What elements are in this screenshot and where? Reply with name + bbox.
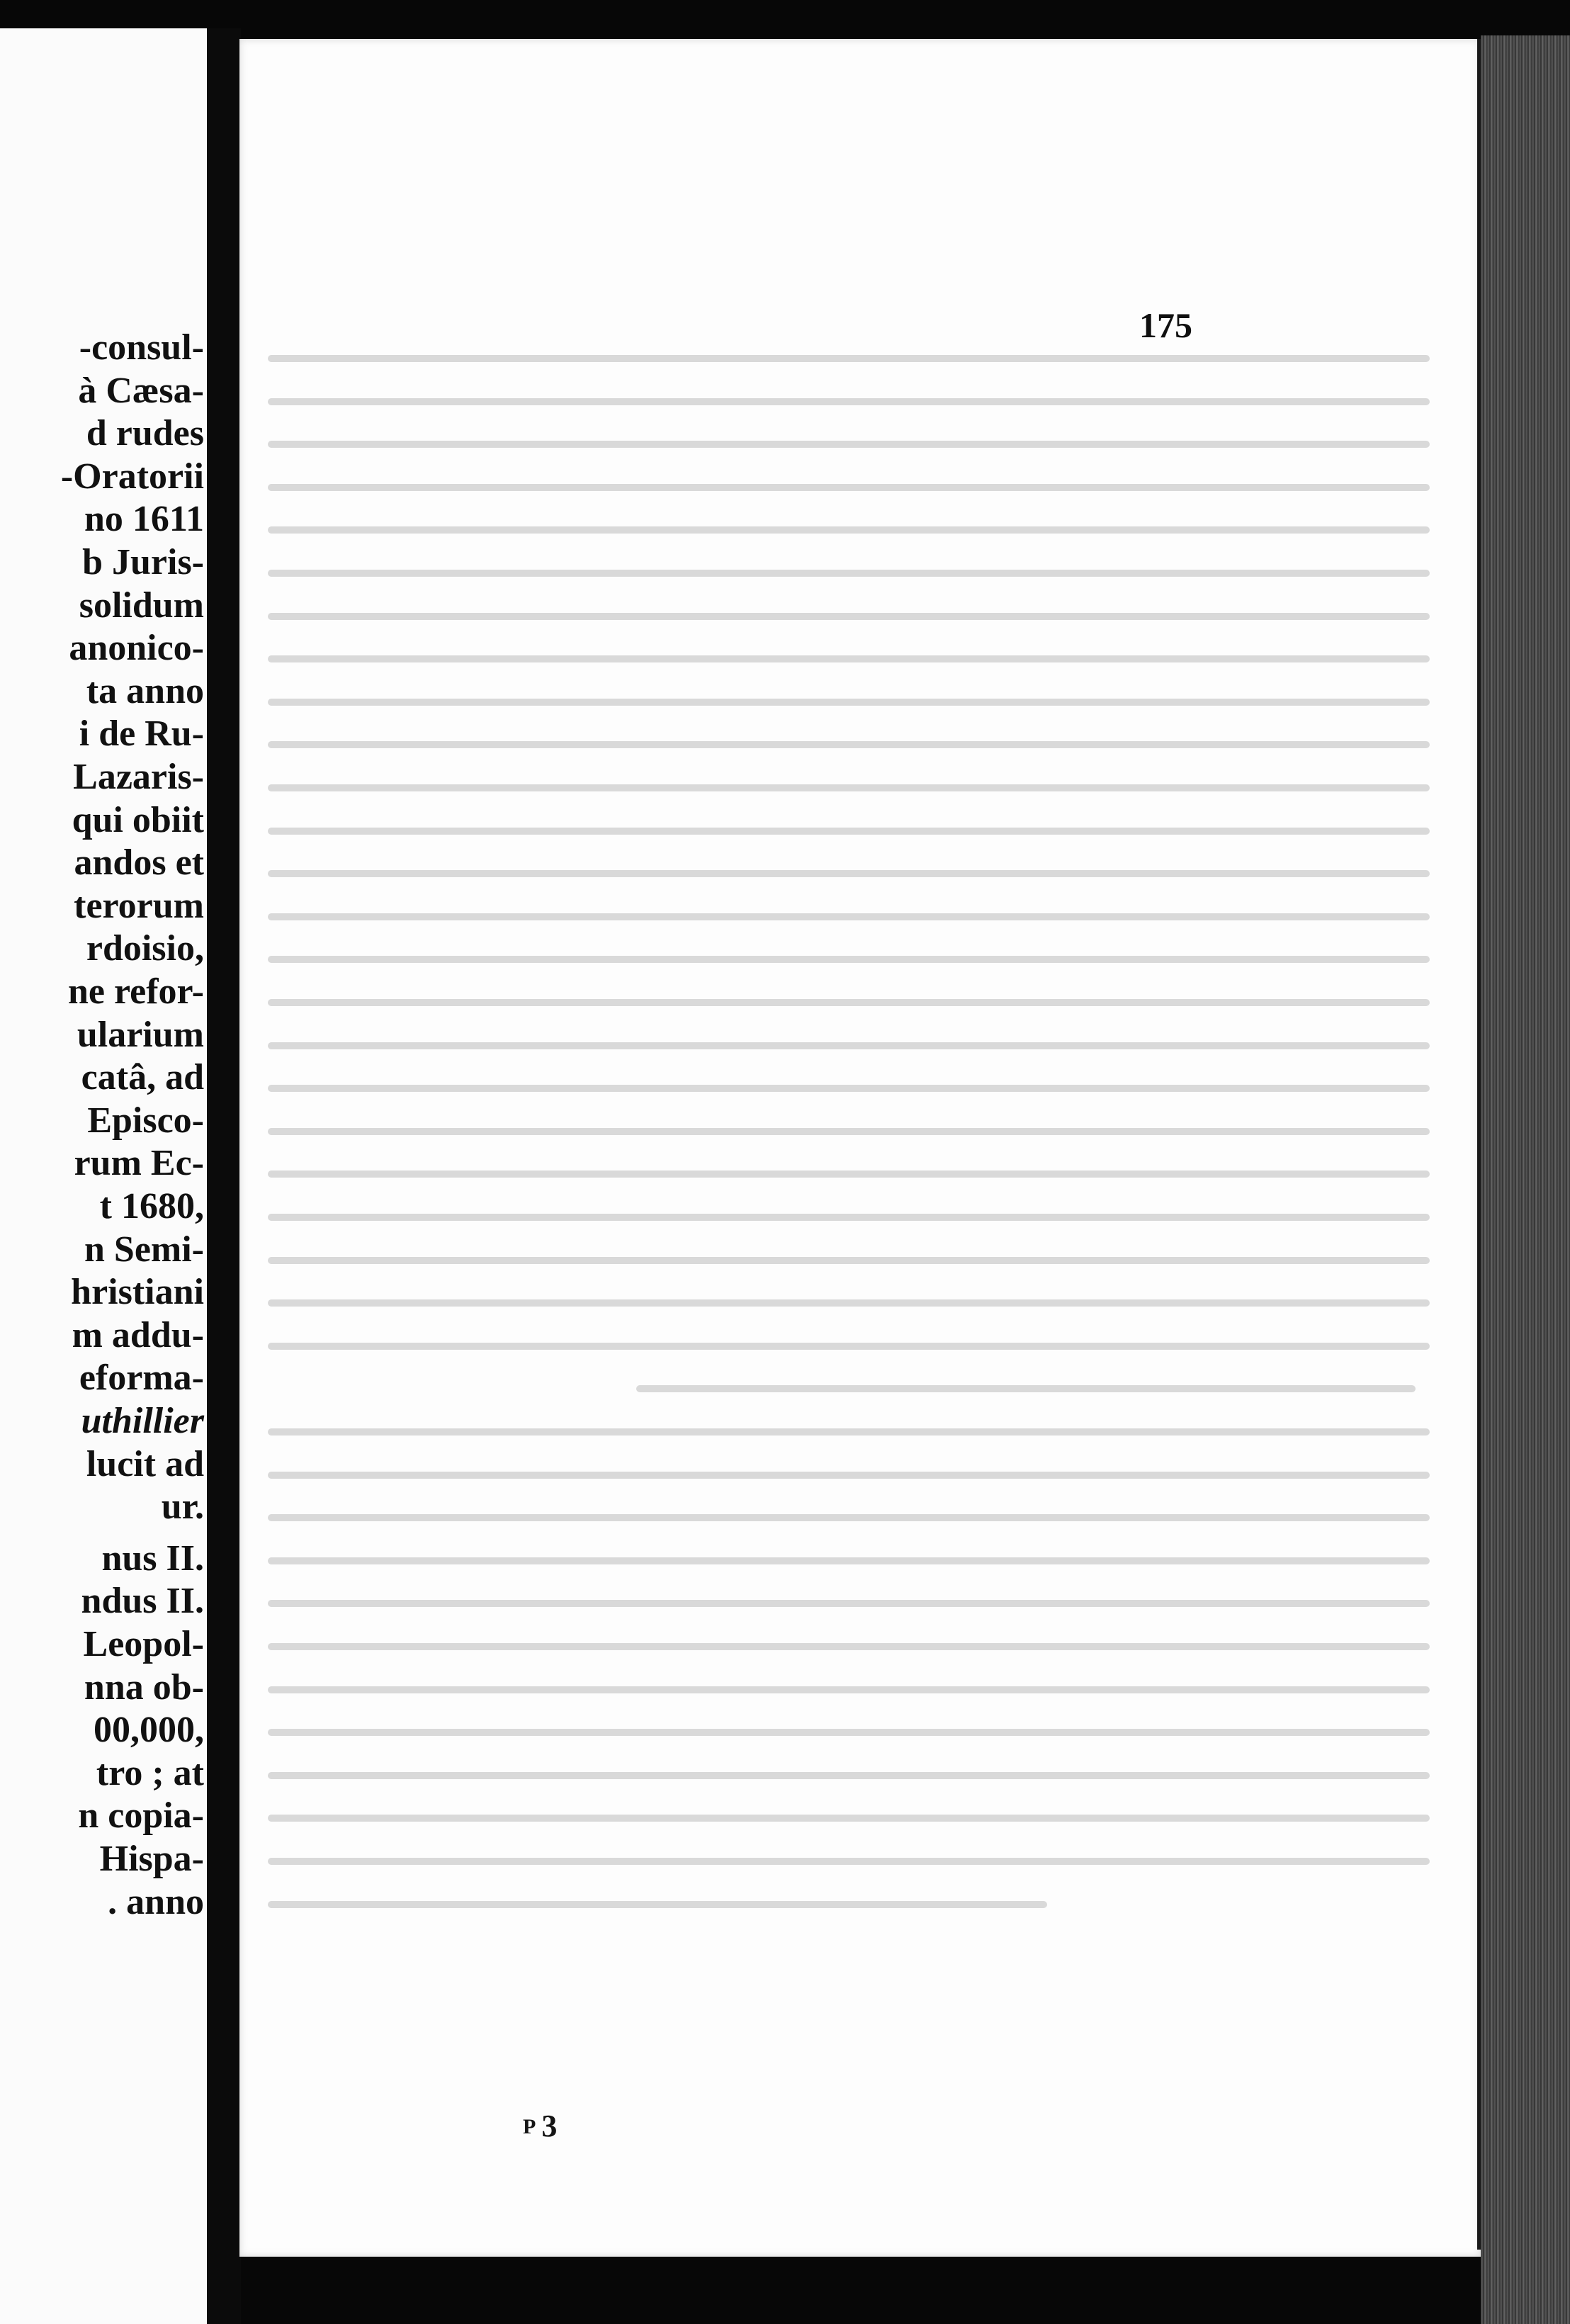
signature-number: 3 <box>541 2109 559 2143</box>
bleed-line <box>268 1581 1430 1625</box>
left-page-line: ur. <box>161 1487 204 1528</box>
left-page-line: b Juris- <box>82 542 204 582</box>
left-page-line: Lazaris- <box>73 757 204 797</box>
bleed-line <box>268 380 1430 424</box>
bleed-line <box>268 1152 1430 1196</box>
printer-signature-mark <box>523 2108 558 2144</box>
bleed-line <box>268 852 1430 896</box>
bleed-line <box>268 466 1430 509</box>
bleed-line <box>268 723 1430 767</box>
bleed-line <box>268 1324 1430 1368</box>
left-page-line: ta anno <box>86 670 204 711</box>
left-page-line: nna ob- <box>84 1666 204 1708</box>
left-page-line: solidum <box>79 585 204 626</box>
bleed-line <box>268 766 1430 810</box>
book-gutter <box>207 28 241 2324</box>
left-page-line: n Semi- <box>84 1229 204 1270</box>
left-page-line: hristiani <box>71 1272 204 1313</box>
left-page-line: . anno <box>108 1881 204 1922</box>
left-page-line: anonico- <box>69 628 204 669</box>
bleed-line <box>268 551 1430 595</box>
left-page-line: 00,000, <box>94 1710 204 1751</box>
bleed-line <box>268 937 1430 981</box>
left-page-line: no 1611 <box>84 499 204 540</box>
bleed-line <box>268 1668 1430 1712</box>
right-page <box>239 39 1481 2257</box>
left-page-line: m addu- <box>72 1314 204 1355</box>
left-page-line: Leopol- <box>83 1624 204 1664</box>
bleed-line <box>268 337 1430 380</box>
left-page <box>0 28 207 2324</box>
left-page-line: rum Ec- <box>74 1143 204 1184</box>
bleed-line <box>268 422 1430 466</box>
left-page-line: -consul- <box>79 327 204 368</box>
bleed-line <box>268 1110 1430 1153</box>
bleed-line <box>268 1883 1047 1927</box>
left-page-line: n copia- <box>78 1795 204 1837</box>
bleed-line <box>268 1796 1430 1840</box>
bleed-line <box>268 1195 1430 1239</box>
left-page-line: terorum <box>74 885 204 926</box>
left-page-line: tro ; at <box>96 1752 204 1793</box>
left-page-line: ne refor- <box>67 971 204 1012</box>
bleed-line <box>268 637 1430 681</box>
bleed-line <box>268 1024 1430 1068</box>
left-page-line: à Cæsa- <box>78 370 204 411</box>
bleed-line <box>268 1839 1430 1883</box>
left-page-line: nus II. <box>101 1538 204 1579</box>
left-page-line: ularium <box>77 1014 204 1055</box>
bleed-line <box>268 1453 1430 1497</box>
bleed-line <box>268 1710 1430 1754</box>
bleed-through-text <box>239 39 1481 2257</box>
left-page-line: andos et <box>74 842 204 884</box>
left-page-line: Hispa- <box>99 1839 204 1879</box>
bleed-line <box>268 1539 1430 1583</box>
left-page-line: rdoisio, <box>86 928 204 969</box>
bleed-line <box>268 680 1430 724</box>
left-page-line: i de Ru- <box>79 713 204 755</box>
bleed-line <box>636 1367 1416 1411</box>
left-page-line: lucit ad <box>86 1443 204 1484</box>
bleed-line <box>268 1066 1430 1110</box>
left-page-line: catâ, ad <box>81 1057 204 1098</box>
signature-letter: P <box>523 2115 538 2138</box>
page-edges <box>1481 35 1570 2324</box>
bleed-line <box>268 508 1430 552</box>
left-page-line: ndus II. <box>81 1581 204 1622</box>
bleed-line <box>268 1239 1430 1282</box>
bleed-line <box>268 1625 1430 1669</box>
left-page-line: d rudes <box>86 413 204 454</box>
left-page-line: -Oratorii <box>60 456 204 497</box>
bleed-line <box>268 1496 1430 1540</box>
bleed-line <box>268 1281 1430 1325</box>
bleed-line <box>268 1410 1430 1454</box>
left-page-line: qui obiit <box>72 799 204 840</box>
left-page-line: Episco- <box>87 1100 204 1141</box>
left-page-line: eforma- <box>79 1358 204 1399</box>
left-page-line: uthillier <box>81 1401 204 1441</box>
bleed-line <box>268 981 1430 1025</box>
bleed-line <box>268 1754 1430 1798</box>
bleed-line <box>268 809 1430 853</box>
page-number: 175 <box>1139 305 1192 345</box>
left-page-line: t 1680, <box>99 1186 204 1226</box>
bleed-line <box>268 594 1430 638</box>
bleed-line <box>268 895 1430 939</box>
